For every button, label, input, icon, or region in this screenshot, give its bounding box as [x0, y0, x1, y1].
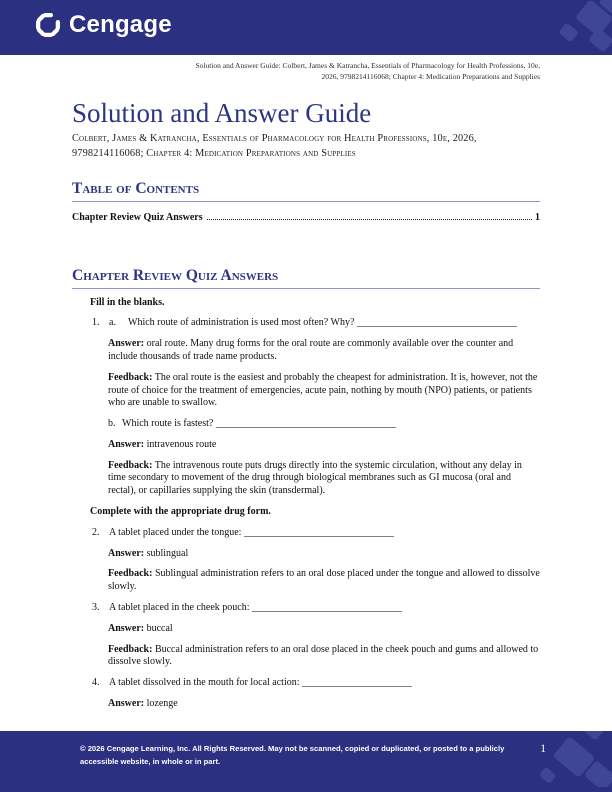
running-header-line2: 2026, 9798214116068; Chapter 4: Medication Preparations and Supplies: [321, 72, 540, 81]
toc-list: [72, 212, 540, 223]
feedback-label: Feedback:: [108, 459, 153, 471]
answer-text: buccal: [146, 622, 173, 634]
header-band: [0, 0, 612, 55]
answer-text: intravenous route: [146, 438, 217, 450]
toc-entry[interactable]: [72, 212, 540, 223]
answer-block: [108, 439, 540, 452]
footer-band: [0, 731, 612, 792]
puzzle-decor-icon: [517, 731, 612, 792]
feedback-label: Feedback:: [108, 568, 153, 580]
feedback-label: Feedback:: [108, 371, 153, 383]
instruction-text: Fill in the blanks.: [90, 296, 165, 308]
answer-label: Answer:: [108, 622, 145, 634]
question-item: [92, 602, 540, 615]
toc-dot-leader: [207, 219, 532, 220]
feedback-text: The intravenous route puts drugs directly into the systemic circulation, without any delay in time secondary to movement of the drug through biological membranes such as GI mucosa (oral and rectal), or capillaries supplying the skin (transdermal).: [108, 459, 522, 497]
answer-text: sublingual: [146, 547, 189, 559]
answer-block: [108, 623, 540, 636]
answer-label: Answer:: [108, 547, 145, 559]
answer-text: lozenge: [146, 698, 178, 710]
cengage-logo: [33, 10, 172, 40]
toc-entry-page: 1: [535, 211, 540, 223]
question-number: 3.: [92, 602, 100, 614]
question-text: Which route of administration is used most often? Why? ________________________________: [128, 317, 517, 329]
toc-heading: Table of Contents: [72, 180, 540, 202]
question-item: [92, 527, 540, 540]
feedback-block: [108, 568, 540, 594]
puzzle-decor-icon: [517, 0, 612, 55]
document-subtitle: Colbert, James & Katrancha, Essentials of Pharmacology for Health Professions, 10e, 2026, 9798214116068; Chapter 4: Medication Preparations and Supplies: [72, 133, 477, 159]
subquestion-item: [108, 418, 540, 431]
question-letter: a.: [109, 317, 116, 329]
question-number: 1.: [92, 317, 100, 329]
toc-entry-label: Chapter Review Quiz Answers: [72, 211, 203, 223]
feedback-block: [108, 460, 540, 498]
feedback-text: The oral route is the easiest and probably the cheapest for administration. It is, however, not the route of choice for the treatment of emergencies, acute pain, nothing by mouth (NPO) patients, or patients who are unable to swallow.: [108, 371, 538, 409]
footer-copyright-line2: accessible website, in whole or in part.: [80, 757, 221, 766]
answer-block: [108, 548, 540, 561]
footer-copyright: [80, 742, 504, 768]
question-number: 2.: [92, 526, 100, 538]
answer-block: [108, 698, 540, 711]
question-text: A tablet placed in the cheek pouch: ______________________________: [109, 602, 403, 614]
running-header-line1: Solution and Answer Guide: Colbert, James & Katrancha, Essentials of Pharmacology for Health Professions, 10e,: [195, 61, 540, 70]
feedback-block: [108, 372, 540, 410]
feedback-block: [108, 644, 540, 670]
answer-label: Answer:: [108, 338, 145, 350]
answer-label: Answer:: [108, 438, 145, 450]
question-item: [92, 317, 540, 330]
feedback-text: Buccal administration refers to an oral dose placed in the cheek pouch and gums and allowed to dissolve slowly.: [108, 643, 539, 668]
answer-text: oral route. Many drug forms for the oral route are commonly available over the counter and include thousands of trade name products.: [108, 338, 514, 362]
document-content: [72, 55, 540, 711]
cengage-logo-text: Cengage: [69, 11, 172, 38]
document-title: Solution and Answer Guide: [72, 98, 372, 128]
footer-copyright-line1: © 2026 Cengage Learning, Inc. All Rights Reserved. May not be scanned, copied or duplicated, or posted to a publicly: [80, 744, 505, 753]
feedback-text: Sublingual administration refers to an oral dose placed under the tongue and allowed to dissolve slowly.: [108, 568, 540, 593]
running-header: [72, 60, 540, 82]
footer-page-number: 1: [540, 743, 546, 755]
question-item: [92, 677, 540, 690]
question-number: 4.: [92, 677, 100, 689]
question-text: A tablet placed under the tongue: ______________________________: [109, 526, 394, 538]
answer-block: [108, 338, 540, 364]
question-text: Which route is fastest? ____________________________________: [122, 418, 396, 430]
answer-label: Answer:: [108, 698, 145, 710]
feedback-label: Feedback:: [108, 643, 153, 655]
section-heading: Chapter Review Quiz Answers: [72, 267, 540, 289]
question-letter: b.: [108, 418, 116, 430]
document-body: [72, 297, 540, 711]
instruction-text: Complete with the appropriate drug form.: [90, 506, 271, 518]
cengage-star-icon: [33, 10, 63, 40]
question-text: A tablet dissolved in the mouth for local action: ______________________: [109, 677, 413, 689]
